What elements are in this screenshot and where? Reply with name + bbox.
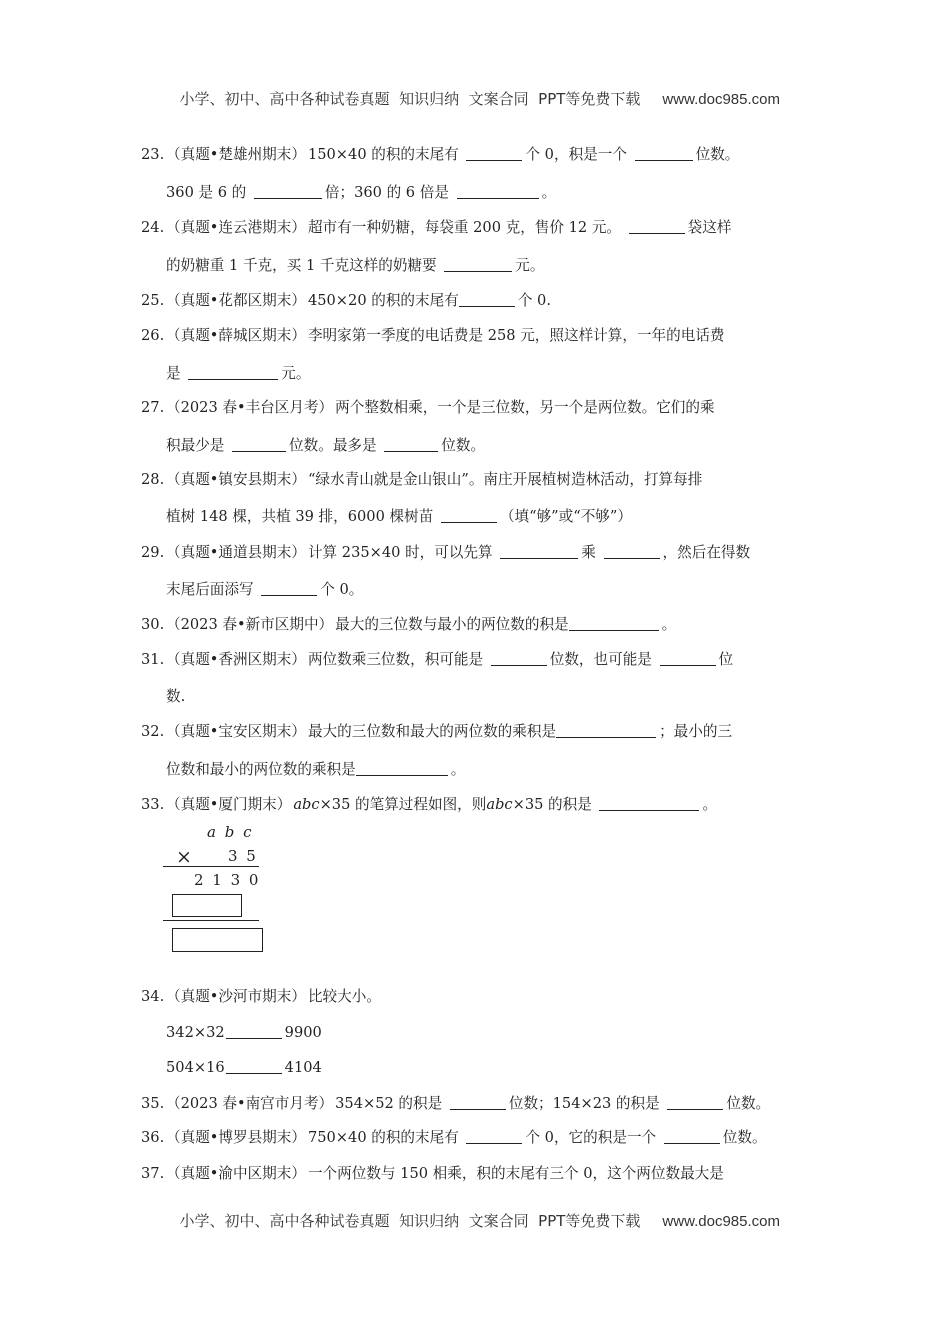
q25-number: 25. <box>141 292 165 309</box>
q28-source: （真题•镇安县期末） <box>166 471 306 488</box>
q31-text2: 位数，也可能是 <box>549 651 652 668</box>
q23-blank2[interactable] <box>635 146 693 161</box>
q31-source: （真题•香洲区期末） <box>166 651 306 668</box>
q23-line1 <box>141 145 739 165</box>
q30-blank1[interactable] <box>569 616 659 631</box>
q25-source: （真题•花都区期末） <box>166 292 306 309</box>
q33-var: abc <box>293 796 320 813</box>
q26-line1 <box>141 326 725 346</box>
q24-text: 超市有一种奶糖，每袋重 200 克，售价 12 元。 <box>307 219 622 236</box>
q30-source: （2023 春•新市区期中） <box>166 616 334 633</box>
q24-line2 <box>166 256 544 276</box>
q23-blank3[interactable] <box>254 184 322 199</box>
q34-compare-1 <box>166 1023 322 1043</box>
q24-source: （真题•连云港期末） <box>166 219 306 236</box>
q29-source: （真题•通道县期末） <box>166 544 306 561</box>
q29-blank2[interactable] <box>604 544 660 559</box>
q28-number: 28. <box>141 471 165 488</box>
q32-line2 <box>166 760 465 780</box>
q27-line2 <box>166 436 485 456</box>
q34-value2: 4104 <box>284 1059 322 1076</box>
q32-blank2[interactable] <box>356 761 448 776</box>
q29-text4: 末尾后面添写 <box>166 581 254 598</box>
q32-number: 32. <box>141 723 165 740</box>
q29-line1 <box>141 543 750 563</box>
q31-text: 两位数乘三位数，积可能是 <box>307 651 484 668</box>
footer-site: www.doc985.com <box>662 1213 780 1230</box>
q23-text5: 倍；360 的 6 倍是 <box>324 184 449 201</box>
q30-text: 最大的三位数与最小的两位数的积是 <box>335 616 569 633</box>
q35-text2: 位数；154×23 的积是 <box>508 1095 660 1112</box>
q33-var2: abc <box>486 796 513 813</box>
fig-times-sign: × <box>176 846 192 868</box>
q37-line1 <box>141 1164 724 1184</box>
q27-blank1[interactable] <box>232 437 286 452</box>
q26-line2 <box>166 364 310 384</box>
q29-text3: ，然后在得数 <box>662 544 751 561</box>
q24-line1 <box>141 218 731 238</box>
q23-line2 <box>166 183 556 203</box>
q23-text2: 个 0，积是一个 <box>525 146 627 163</box>
q32-text2: ；最小的三 <box>659 723 733 740</box>
q25-blank1[interactable] <box>459 292 515 307</box>
q28-text: “绿水青山就是金山银山”。南庄开展植树造林活动，打算每排 <box>307 471 703 488</box>
q32-text: 最大的三位数和最大的两位数的乘积是 <box>307 723 557 740</box>
fig-top-digits: a b c <box>207 823 254 841</box>
q30-text2: 。 <box>661 616 677 633</box>
q29-blank1[interactable] <box>500 544 578 559</box>
q23-text4: 360 是 6 的 <box>166 184 247 201</box>
q34-compare-2 <box>166 1058 322 1078</box>
q36-number: 36. <box>141 1129 165 1146</box>
q31-blank2[interactable] <box>660 651 716 666</box>
q31-line1 <box>141 650 733 670</box>
q36-blank2[interactable] <box>664 1129 720 1144</box>
q24-text4: 元。 <box>515 257 545 274</box>
q24-blank2[interactable] <box>444 257 512 272</box>
q35-text: 354×52 的积是 <box>335 1095 443 1112</box>
q32-line1 <box>141 722 732 742</box>
q31-text4: 数. <box>166 688 186 705</box>
q37-text: 一个两位数与 150 相乘，积的末尾有三个 0，这个两位数最大是 <box>307 1165 724 1182</box>
q27-blank2[interactable] <box>384 437 438 452</box>
footer-text: 小学、初中、高中各种试卷真题 知识归纳 文案合同 PPT等免费下载 <box>179 1212 641 1230</box>
q27-text4: 位数。 <box>441 437 486 454</box>
q29-text: 计算 235×40 时，可以先算 <box>307 544 493 561</box>
q33-line1 <box>141 795 717 815</box>
q27-text2: 积最少是 <box>166 437 225 454</box>
q28-line2 <box>166 507 632 527</box>
q27-text: 两个整数相乘，一个是三位数，另一个是两位数。它们的乘 <box>335 399 715 416</box>
header-site: www.doc985.com <box>662 91 780 108</box>
q31-line2 <box>166 687 185 707</box>
q26-text2: 是 <box>166 365 181 382</box>
fig-answer-box-2[interactable] <box>172 928 263 952</box>
q27-text3: 位数。最多是 <box>289 437 377 454</box>
q29-line2 <box>166 580 363 600</box>
q28-line1 <box>141 470 702 490</box>
fig-multiplier: 3 5 <box>228 847 258 865</box>
q34-source: （真题•沙河市期末） <box>166 988 306 1005</box>
q34-blank2[interactable] <box>226 1059 282 1074</box>
q31-number: 31. <box>141 651 165 668</box>
fig-rule-1 <box>163 866 259 867</box>
q34-blank1[interactable] <box>226 1024 282 1039</box>
q28-text3: （填“够”或“不够”） <box>499 508 632 525</box>
q26-text3: 元。 <box>281 365 311 382</box>
q26-blank1[interactable] <box>188 365 278 380</box>
q30-number: 30. <box>141 616 165 633</box>
q35-text3: 位数。 <box>726 1095 771 1112</box>
q32-blank1[interactable] <box>556 723 656 738</box>
q23-blank4[interactable] <box>457 184 539 199</box>
q25-text2: 个 0. <box>517 292 551 309</box>
q24-blank1[interactable] <box>629 219 685 234</box>
q23-text6: 。 <box>541 184 557 201</box>
q34-number: 34. <box>141 988 165 1005</box>
q30-line1 <box>141 615 676 635</box>
q33-source: （真题•厦门期末） <box>166 796 292 813</box>
q32-source: （真题•宝安区期末） <box>166 723 306 740</box>
fig-partial-product: 2 1 3 0 <box>194 871 261 889</box>
q37-source: （真题•渝中区期末） <box>166 1165 306 1182</box>
q34-value1: 9900 <box>284 1024 322 1041</box>
q25-text: 450×20 的积的末尾有 <box>307 292 459 309</box>
page-footer <box>0 1192 950 1231</box>
q26-source: （真题•薛城区期末） <box>166 327 306 344</box>
q23-number: 23. <box>141 146 165 163</box>
q27-number: 27. <box>141 399 165 416</box>
q23-blank1[interactable] <box>466 146 522 161</box>
q33-text3: 。 <box>702 796 718 813</box>
q37-number: 37. <box>141 1165 165 1182</box>
q33-figure <box>160 818 280 963</box>
q34-line1 <box>141 987 381 1007</box>
q35-blank2[interactable] <box>667 1095 723 1110</box>
q24-text3: 的奶糖重 1 千克，买 1 千克这样的奶糖要 <box>166 257 437 274</box>
q24-text2: 袋这样 <box>687 219 732 236</box>
q35-blank1[interactable] <box>450 1095 506 1110</box>
header-text: 小学、初中、高中各种试卷真题 知识归纳 文案合同 PPT等免费下载 <box>179 90 641 108</box>
page-header <box>0 70 950 109</box>
q26-number: 26. <box>141 327 165 344</box>
q23-text: 150×40 的积的末尾有 <box>307 146 459 163</box>
q36-text: 750×40 的积的末尾有 <box>307 1129 459 1146</box>
q29-blank3[interactable] <box>261 581 317 596</box>
q23-text3: 位数。 <box>695 146 740 163</box>
q34-text: 比较大小。 <box>307 988 381 1005</box>
q32-text4: 。 <box>450 761 466 778</box>
fig-rule-2 <box>163 920 259 921</box>
q33-text: ×35 的笔算过程如图，则 <box>319 796 487 813</box>
q28-text2: 植树 148 棵，共植 39 排，6000 棵树苗 <box>166 508 434 525</box>
q34-expr1: 342×32 <box>166 1024 225 1041</box>
q32-text3: 位数和最小的两位数的乘积是 <box>166 761 356 778</box>
q33-number: 33. <box>141 796 165 813</box>
q23-source: （真题•楚雄州期末） <box>166 146 306 163</box>
q36-text3: 位数。 <box>722 1129 767 1146</box>
q31-blank1[interactable] <box>491 651 547 666</box>
q27-line1 <box>141 398 715 418</box>
q31-text3: 位 <box>718 651 734 668</box>
q29-number: 29. <box>141 544 165 561</box>
q33-text2: ×35 的积是 <box>512 796 592 813</box>
q35-line1 <box>141 1094 770 1114</box>
q36-line1 <box>141 1128 767 1148</box>
q35-number: 35. <box>141 1095 165 1112</box>
q24-number: 24. <box>141 219 165 236</box>
fig-answer-box-1[interactable] <box>172 894 242 917</box>
q36-blank1[interactable] <box>466 1129 522 1144</box>
q34-expr2: 504×16 <box>166 1059 225 1076</box>
q25-line1 <box>141 291 551 311</box>
q36-source: （真题•博罗县期末） <box>166 1129 306 1146</box>
q33-blank1[interactable] <box>599 796 699 811</box>
q29-text5: 个 0。 <box>320 581 364 598</box>
q35-source: （2023 春•南宫市月考） <box>166 1095 334 1112</box>
q26-text: 李明家第一季度的电话费是 258 元，照这样计算，一年的电话费 <box>307 327 725 344</box>
q29-text2: 乘 <box>581 544 596 561</box>
q27-source: （2023 春•丰台区月考） <box>166 399 334 416</box>
q28-blank1[interactable] <box>441 508 497 523</box>
q36-text2: 个 0，它的积是一个 <box>525 1129 657 1146</box>
